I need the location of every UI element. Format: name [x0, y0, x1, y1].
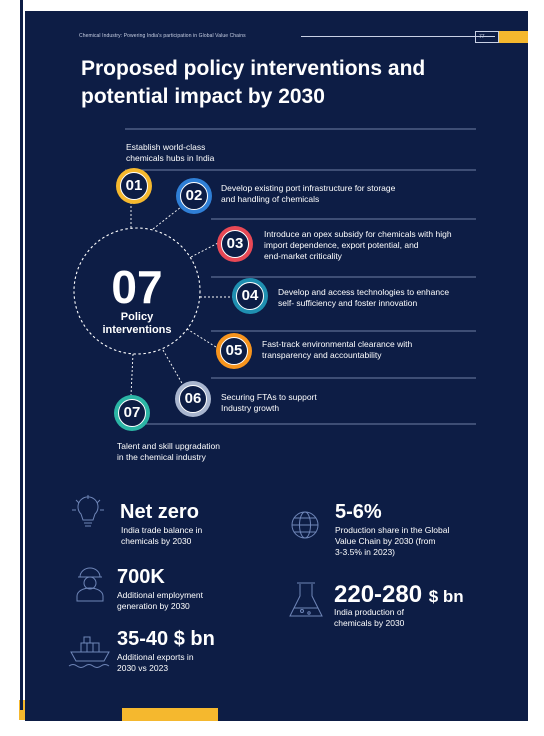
badge-number-07: 07 [123, 404, 141, 421]
production-share-desc-line: Value Chain by 2030 (from [335, 536, 436, 546]
production-value [334, 581, 464, 609]
connector-06 [163, 350, 183, 385]
exports-desc-line: Additional exports in [117, 652, 194, 662]
intervention-03 [264, 229, 452, 262]
intervention-03-line: import dependence, export potential, and [264, 240, 419, 250]
intervention-03-line: Introduce an opex subsidy for chemicals with high [264, 229, 452, 239]
intervention-01-line: Establish world-class [126, 142, 206, 152]
footer-accent-bar [122, 708, 218, 721]
intervention-05-line: transparency and accountability [262, 350, 382, 360]
separator-lines [125, 129, 476, 424]
intervention-07-line: in the chemical industry [117, 452, 206, 462]
left-spine-shadow [20, 0, 23, 710]
production-share-desc-line: Production share in the Global [335, 525, 450, 535]
intervention-01 [126, 142, 214, 164]
flask-icon [290, 583, 322, 616]
worker-icon [77, 568, 103, 601]
exports-desc [117, 652, 194, 674]
bulb-icon [72, 495, 104, 526]
net-zero-desc-line: chemicals by 2030 [121, 536, 192, 546]
policy-label-line-1: Policy [120, 311, 154, 323]
policy-label-line-2: interventions [102, 324, 172, 336]
employment-value: 700K [117, 566, 165, 588]
exports-desc-line: 2030 vs 2023 [117, 663, 169, 673]
policy-interventions-label [89, 311, 185, 337]
globe-icon [292, 512, 318, 538]
employment-desc [117, 590, 203, 612]
intervention-07 [117, 441, 220, 463]
badge-number-01: 01 [125, 177, 143, 194]
intervention-01-line: chemicals hubs in India [126, 153, 215, 163]
connector-07 [131, 354, 133, 395]
intervention-04-line: Develop and access technologies to enhance [278, 287, 450, 297]
production-unit: $ bn [428, 587, 464, 606]
intervention-02 [221, 183, 395, 205]
ship-icon [69, 637, 109, 668]
intervention-02-line: and handling of chemicals [221, 194, 320, 204]
intervention-07-line: Talent and skill upgradation [117, 441, 221, 451]
intervention-06 [221, 392, 317, 414]
intervention-02-line: Develop existing port infrastructure for storage [221, 183, 396, 193]
report-page [25, 11, 528, 721]
production-desc-line: chemicals by 2030 [334, 618, 405, 628]
intervention-05 [262, 339, 412, 361]
net-zero-value: Net zero [120, 501, 199, 523]
employment-desc-line: generation by 2030 [117, 601, 190, 611]
intervention-04-line: self- sufficiency and foster innovation [278, 298, 418, 308]
badge-number-02: 02 [185, 187, 203, 204]
intervention-03-line: end-market criticality [264, 251, 342, 261]
production-desc [334, 607, 404, 629]
page-number: 77 [475, 31, 499, 43]
title-line-2: potential impact by 2030 [81, 85, 325, 108]
intervention-06-line: Industry growth [221, 403, 280, 413]
badge-number-04: 04 [241, 287, 259, 304]
exports-value: 35-40 $ bn [117, 628, 215, 650]
intervention-04 [278, 287, 449, 309]
interventions-diagram [25, 11, 528, 721]
badge-number-03: 03 [226, 235, 244, 252]
connector-02 [153, 207, 181, 229]
title-line-1: Proposed policy interventions and [81, 57, 426, 80]
net-zero-desc-line: India trade balance in [121, 525, 203, 535]
badge-number-06: 06 [184, 390, 202, 407]
connector-03 [191, 243, 218, 257]
intervention-06-line: Securing FTAs to support [221, 392, 317, 402]
production-share-value: 5-6% [335, 501, 382, 523]
intervention-05-line: Fast-track environmental clearance with [262, 339, 413, 349]
net-zero-desc [121, 525, 202, 547]
connector-05 [187, 329, 216, 347]
employment-desc-line: Additional employment [117, 590, 203, 600]
production-number: 220-280 [334, 581, 423, 608]
production-desc-line: India production of [334, 607, 404, 617]
badge-number-05: 05 [225, 342, 243, 359]
interventions-count: 07 [111, 261, 163, 313]
running-header: Chemical Industry: Powering India's participation in Global Value Chains [79, 33, 246, 39]
production-share-desc-line: 3-3.5% in 2023) [335, 547, 396, 557]
production-share-desc [335, 525, 449, 558]
